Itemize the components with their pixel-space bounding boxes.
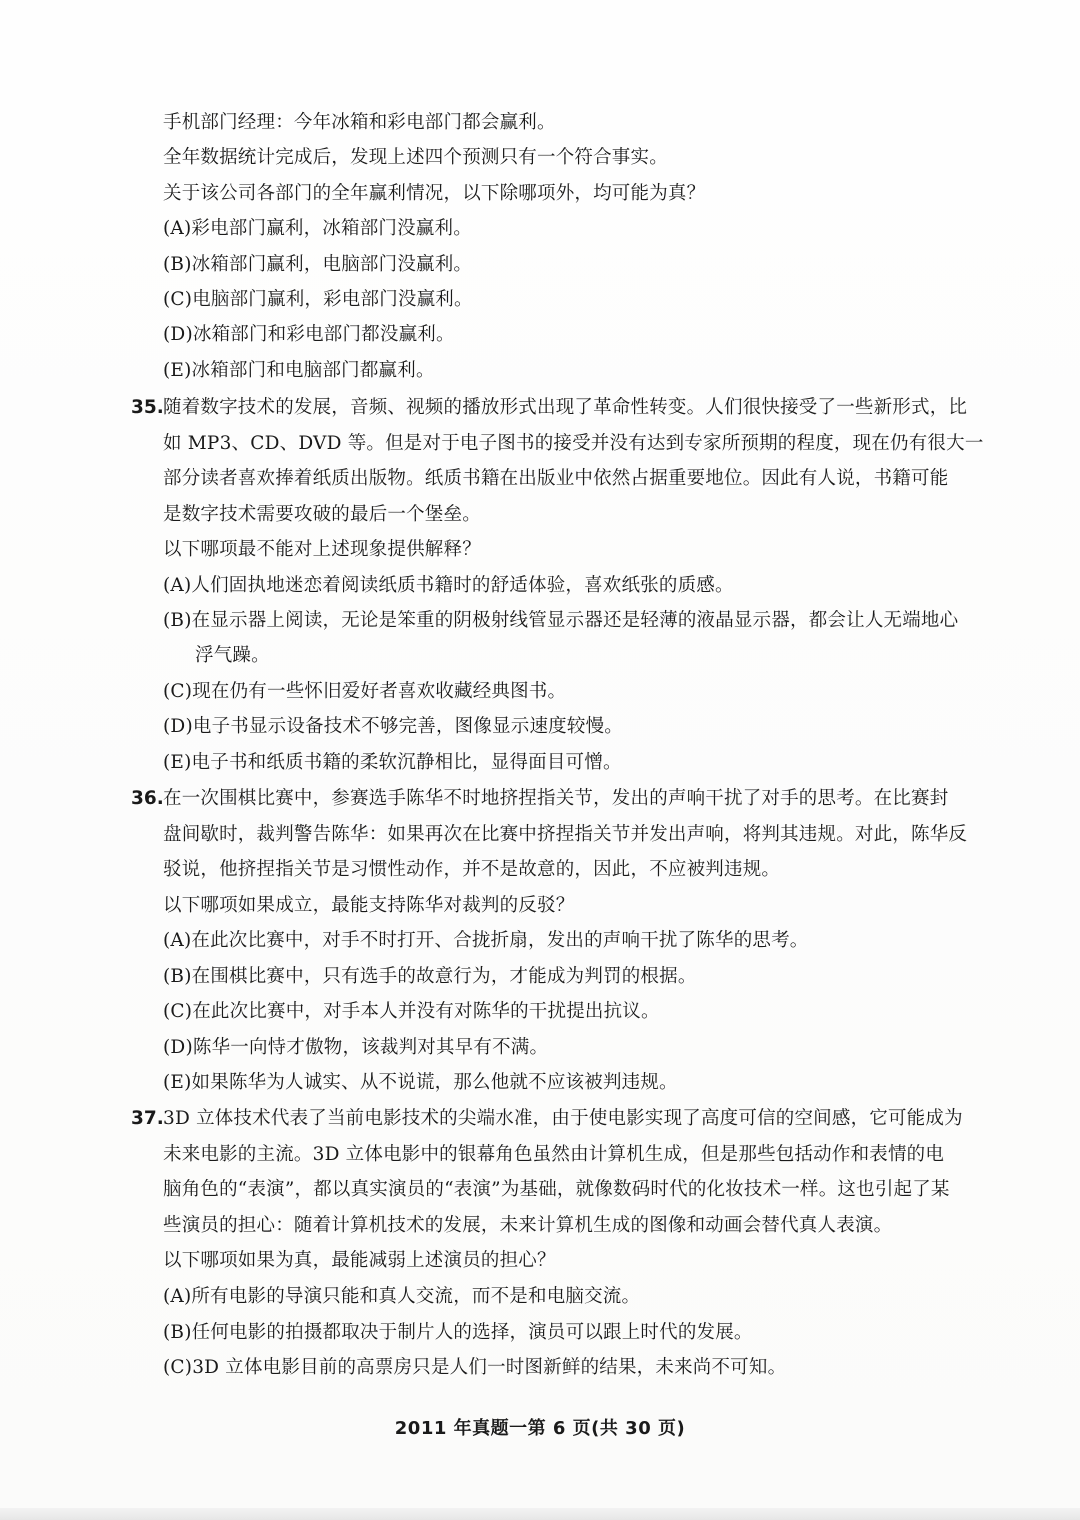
q37-stem-line: 未来电影的主流。3D 立体电影中的银幕角色虽然由计算机生成，但是那些包括动作和表情的电 <box>163 1144 945 1165</box>
q35-stem-line: 部分读者喜欢捧着纸质出版物。纸质书籍在出版业中依然占据重要地位。因此有人说，书籍可能 <box>163 468 949 489</box>
q37-option-c: (C)3D 立体电影目前的高票房只是人们一时图新鲜的结果，未来尚不可知。 <box>163 1357 787 1378</box>
q35-stem-line: 如 MP3、CD、DVD 等。但是对于电子图书的接受并没有达到专家所预期的程度，现在仍有很大一 <box>163 433 984 454</box>
q35-question: 以下哪项最不能对上述现象提供解释？ <box>163 539 481 560</box>
q35-number: 35. <box>131 397 164 418</box>
q37-stem-line: 些演员的担心：随着计算机技术的发展，未来计算机生成的图像和动画会替代真人表演。 <box>163 1215 893 1236</box>
q37-stem-line: 3D 立体技术代表了当前电影技术的尖端水准，由于使电影实现了高度可信的空间感，它可能成为 <box>163 1108 963 1129</box>
q36-option-b: (B)在围棋比赛中，只有选手的故意行为，才能成为判罚的根据。 <box>163 966 697 987</box>
q37-stem-line: 脑角色的“表演”，都以真实演员的“表演”为基础，就像数码时代的化妆技术一样。这也引起了某 <box>163 1179 950 1200</box>
q37-number: 37. <box>131 1108 164 1129</box>
q34-option-e: (E)冰箱部门和电脑部门都赢利。 <box>163 360 435 381</box>
q35-option-b: (B)在显示器上阅读，无论是笨重的阴极射线管显示器还是轻薄的液晶显示器，都会让人无端地心 <box>163 610 959 631</box>
q36-option-e: (E)如果陈华为人诚实、从不说谎，那么他就不应该被判违规。 <box>163 1072 678 1093</box>
q35-stem-line: 是数字技术需要攻破的最后一个堡垒。 <box>163 504 481 525</box>
q36-option-a: (A)在此次比赛中，对手不时打开、合拢折扇，发出的声响干扰了陈华的思考。 <box>163 930 809 951</box>
q36-stem-line: 驳说，他挤捏指关节是习惯性动作，并不是故意的，因此，不应被判违规。 <box>163 859 781 880</box>
q34-line: 手机部门经理：今年冰箱和彩电部门都会赢利。 <box>163 112 556 133</box>
q36-stem-line: 在一次围棋比赛中，参赛选手陈华不时地挤捏指关节，发出的声响干扰了对手的思考。在比赛封 <box>163 788 949 809</box>
q35-option-c: (C)现在仍有一些怀旧爱好者喜欢收藏经典图书。 <box>163 681 567 702</box>
q35-option-d: (D)电子书显示设备技术不够完善，图像显示速度较慢。 <box>163 716 623 737</box>
scan-bottom-edge <box>0 1508 1080 1520</box>
q37-option-b: (B)任何电影的拍摄都取决于制片人的选择，演员可以跟上时代的发展。 <box>163 1322 753 1343</box>
q34-option-b: (B)冰箱部门赢利，电脑部门没赢利。 <box>163 254 473 275</box>
q37-question: 以下哪项如果为真，最能减弱上述演员的担心？ <box>163 1250 556 1271</box>
q35-option-b-cont: 浮气躁。 <box>195 645 270 666</box>
q36-option-c: (C)在此次比赛中，对手本人并没有对陈华的干扰提出抗议。 <box>163 1001 660 1022</box>
q36-number: 36. <box>131 788 164 809</box>
q36-question: 以下哪项如果成立，最能支持陈华对裁判的反驳？ <box>163 895 575 916</box>
q36-option-d: (D)陈华一向恃才傲物，该裁判对其早有不满。 <box>163 1037 549 1058</box>
q34-option-d: (D)冰箱部门和彩电部门都没赢利。 <box>163 324 455 345</box>
q34-option-a: (A)彩电部门赢利，冰箱部门没赢利。 <box>163 218 472 239</box>
q35-stem-line: 随着数字技术的发展，音频、视频的播放形式出现了革命性转变。人们很快接受了一些新形式，比 <box>163 397 968 418</box>
q34-question: 关于该公司各部门的全年赢利情况，以下除哪项外，均可能为真？ <box>163 183 706 204</box>
q34-option-c: (C)电脑部门赢利，彩电部门没赢利。 <box>163 289 473 310</box>
q37-option-a: (A)所有电影的导演只能和真人交流，而不是和电脑交流。 <box>163 1286 641 1307</box>
q35-option-a: (A)人们固执地迷恋着阅读纸质书籍时的舒适体验，喜欢纸张的质感。 <box>163 575 734 596</box>
q35-option-e: (E)电子书和纸质书籍的柔软沉静相比，显得面目可憎。 <box>163 752 622 773</box>
page-footer: 2011 年真题一第 6 页(共 30 页) <box>394 1418 686 1439</box>
q36-stem-line: 盘间歇时，裁判警告陈华：如果再次在比赛中挤捏指关节并发出声响，将判其违规。对此，陈华反 <box>163 824 968 845</box>
q34-line: 全年数据统计完成后，发现上述四个预测只有一个符合事实。 <box>163 147 668 168</box>
